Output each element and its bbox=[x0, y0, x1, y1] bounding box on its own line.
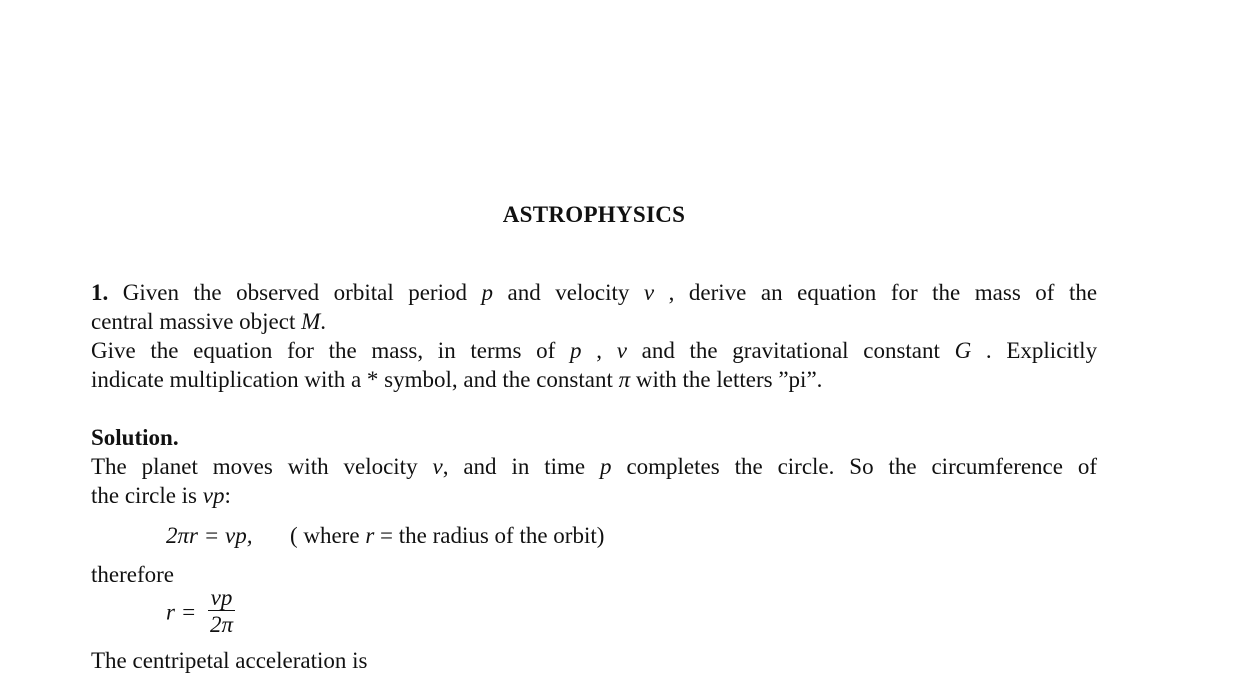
solution-line-2: the circle is vp: bbox=[91, 483, 231, 508]
problem-line-4: indicate multiplication with a * symbol, and the constant π with the letters ”pi”. bbox=[91, 367, 823, 392]
problem-line-1: 1. Given the observed orbital period p and velocity v , derive an equation for the mass of the bbox=[91, 280, 1098, 305]
solution-line-1: The planet moves with velocity v, and in time p completes the circle. So the circumference of bbox=[91, 454, 1098, 479]
solution-line-3: The centripetal acceleration is bbox=[91, 648, 368, 673]
problem-number: 1. bbox=[91, 280, 109, 305]
problem-line-2: central massive object M. bbox=[91, 309, 327, 334]
radius-fraction bbox=[208, 586, 235, 638]
therefore-text: therefore bbox=[91, 562, 174, 587]
page-title: ASTROPHYSICS bbox=[502, 202, 686, 227]
radius-equation: r = $\frac{vp}{2\pi}$ bbox=[166, 585, 234, 637]
circumference-equation: 2πr = vp, ( where r = the radius of the orbit) bbox=[166, 523, 605, 548]
problem-line-3: Give the equation for the mass, in terms of p , v and the gravitational constant G . Explicitly bbox=[91, 338, 1098, 363]
solution-heading: Solution. bbox=[91, 425, 179, 450]
fraction-denominator: 2π bbox=[209, 612, 234, 637]
fraction-numerator: vp bbox=[208, 586, 235, 611]
